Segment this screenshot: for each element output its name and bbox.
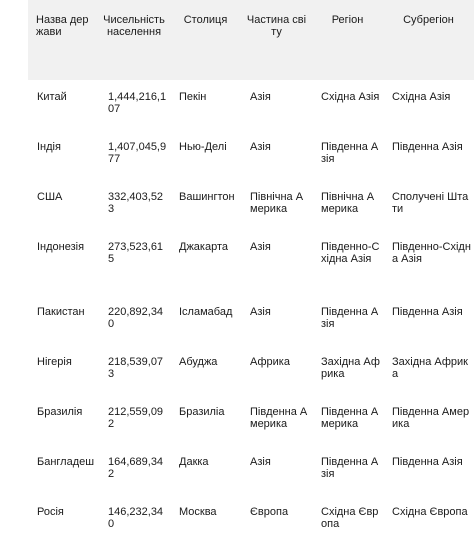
cell-country: Пакистан xyxy=(37,306,85,318)
cell-country: Індонезія xyxy=(37,241,85,253)
cell-region: Західна Африка xyxy=(321,356,380,380)
cell-population: 212,559,092 xyxy=(108,406,164,430)
cell-country: Бангладеш xyxy=(37,456,95,468)
cell-subregion: Південна Азія xyxy=(392,456,463,468)
table-row xyxy=(28,80,474,130)
cell-region: Північна Америка xyxy=(321,191,375,215)
cell-capital: Абуджа xyxy=(179,356,218,368)
header-row xyxy=(28,0,474,80)
header-capital: Столиця xyxy=(183,14,228,26)
cell-population: 1,444,216,107 xyxy=(108,91,167,115)
header-subregion: Субрегіон xyxy=(403,14,454,26)
cell-country: Китай xyxy=(37,91,67,103)
table-row xyxy=(28,180,474,230)
cell-population: 218,539,073 xyxy=(108,356,164,380)
cell-region: Східна Європа xyxy=(321,506,379,530)
cell-population: 273,523,615 xyxy=(108,241,164,265)
cell-capital: Москва xyxy=(179,506,217,518)
cell-continent: Азія xyxy=(250,241,271,253)
cell-continent: Південна Америка xyxy=(250,406,308,430)
countries-table xyxy=(28,0,474,545)
cell-subregion: Південна Америка xyxy=(392,406,470,430)
cell-capital: Бразиліа xyxy=(179,406,225,418)
cell-region: Південно-Східна Азія xyxy=(321,241,380,265)
cell-continent: Європа xyxy=(250,506,289,518)
table-header xyxy=(28,0,474,80)
header-continent: Частина світу xyxy=(246,14,307,38)
cell-continent: Азія xyxy=(250,141,271,153)
cell-subregion: Сполучені Штати xyxy=(392,191,469,215)
cell-population: 332,403,523 xyxy=(108,191,164,215)
table-row xyxy=(28,395,474,445)
table-row xyxy=(28,295,474,345)
cell-capital: Нью-Делі xyxy=(179,141,227,153)
header-region: Регіон xyxy=(331,14,364,26)
table-row xyxy=(28,445,474,495)
cell-continent: Азія xyxy=(250,306,271,318)
cell-population: 164,689,342 xyxy=(108,456,164,480)
table-row xyxy=(28,495,474,545)
cell-country: Бразилія xyxy=(37,406,83,418)
cell-capital: Дакка xyxy=(179,456,209,468)
cell-region: Південна Азія xyxy=(321,456,379,480)
cell-subregion: Східна Європа xyxy=(392,506,468,518)
cell-region: Південна Азія xyxy=(321,141,379,165)
cell-subregion: Західна Африка xyxy=(392,356,468,380)
cell-region: Східна Азія xyxy=(321,91,380,103)
cell-continent: Африка xyxy=(250,356,290,368)
cell-population: 220,892,340 xyxy=(108,306,164,330)
table-row xyxy=(28,130,474,180)
cell-subregion: Східна Азія xyxy=(392,91,451,103)
cell-continent: Азія xyxy=(250,91,271,103)
cell-continent: Азія xyxy=(250,456,271,468)
cell-capital: Пекін xyxy=(179,91,207,103)
cell-region: Південна Америка xyxy=(321,406,379,430)
cell-country: США xyxy=(37,191,63,203)
table-row xyxy=(28,230,474,295)
table-row xyxy=(28,345,474,395)
cell-capital: Ісламабад xyxy=(179,306,233,318)
cell-country: Нігерія xyxy=(37,356,72,368)
cell-continent: Північна Америка xyxy=(250,191,304,215)
cell-subregion: Південно-Східна Азія xyxy=(392,241,471,265)
cell-country: Індія xyxy=(37,141,61,153)
cell-subregion: Південна Азія xyxy=(392,141,463,153)
cell-population: 1,407,045,977 xyxy=(108,141,167,165)
cell-capital: Вашингтон xyxy=(179,191,235,203)
cell-country: Росія xyxy=(37,506,64,518)
cell-population: 146,232,340 xyxy=(108,506,164,530)
header-country-name: Назва держави xyxy=(36,14,89,38)
table-body xyxy=(28,80,474,545)
cell-region: Південна Азія xyxy=(321,306,379,330)
cell-subregion: Південна Азія xyxy=(392,306,463,318)
cell-capital: Джакарта xyxy=(179,241,229,253)
header-population: Чисельність населення xyxy=(103,14,165,38)
